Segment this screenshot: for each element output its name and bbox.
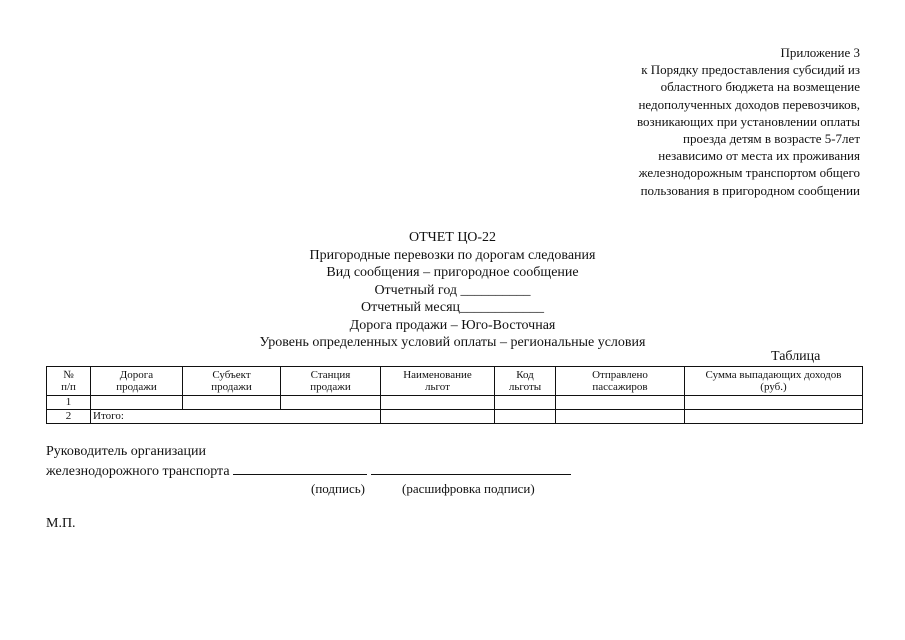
header-line: продажи bbox=[310, 381, 351, 393]
header-line: № bbox=[63, 368, 74, 381]
signature-block bbox=[46, 443, 571, 481]
table-cell bbox=[381, 396, 495, 410]
report-service-type: Вид сообщения – пригородное сообщение bbox=[326, 265, 579, 280]
report-header bbox=[0, 229, 905, 352]
appendix-line: Приложение 3 bbox=[780, 45, 860, 60]
header-line: Станция bbox=[310, 368, 351, 381]
header-passengers bbox=[556, 367, 685, 396]
appendix-line: пользования в пригородном сообщении bbox=[640, 182, 860, 198]
header-station bbox=[281, 367, 381, 396]
table-cell bbox=[495, 410, 556, 424]
appendix-line: проезда детям в возрасте 5-7лет bbox=[682, 131, 860, 147]
appendix-line: к Порядку предоставления субсидий из bbox=[641, 62, 860, 78]
report-subtitle: Пригородные перевозки по дорогам следования bbox=[309, 247, 596, 263]
row-number: 2 bbox=[47, 410, 91, 424]
appendix-line: независимо от места их проживания bbox=[658, 148, 860, 164]
header-line: п/п bbox=[61, 381, 76, 393]
header-lost-revenue bbox=[685, 367, 863, 396]
header-line: продажи bbox=[116, 381, 157, 393]
table-row bbox=[47, 396, 863, 410]
table-cell bbox=[495, 396, 556, 410]
table-cell bbox=[281, 396, 381, 410]
table-cell bbox=[685, 396, 863, 410]
table-cell bbox=[183, 396, 281, 410]
appendix-line: недополученных доходов перевозчиков, bbox=[638, 96, 860, 112]
header-benefit-code bbox=[495, 367, 556, 396]
report-road: Дорога продажи – Юго-Восточная bbox=[349, 317, 556, 333]
header-line: Субъект bbox=[212, 368, 251, 381]
table-cell bbox=[685, 410, 863, 424]
header-line: пассажиров bbox=[592, 381, 648, 393]
signature-title-line2 bbox=[46, 461, 571, 481]
table-row-total bbox=[47, 410, 863, 424]
signature-field[interactable] bbox=[233, 461, 367, 475]
header-line: льгот bbox=[425, 381, 450, 393]
appendix-line: железнодорожным транспортом общего bbox=[638, 165, 860, 181]
header-line: продажи bbox=[211, 381, 252, 393]
signature-decoding-caption: (расшифровка подписи) bbox=[402, 481, 535, 496]
table-cell bbox=[556, 396, 685, 410]
appendix-line: областного бюджета на возмещение bbox=[660, 79, 860, 95]
header-subject bbox=[183, 367, 281, 396]
stamp-place-label: М.П. bbox=[46, 516, 76, 531]
appendix-note bbox=[530, 44, 860, 199]
row-number: 1 bbox=[47, 396, 91, 410]
header-line: Наименование bbox=[403, 368, 472, 381]
signature-decoding-field[interactable] bbox=[371, 461, 571, 475]
report-level: Уровень определенных условий оплаты – региональные условия bbox=[259, 335, 646, 350]
table-label: Таблица bbox=[771, 349, 821, 364]
appendix-line: возникающих при установлении оплаты bbox=[636, 113, 860, 129]
header-line: льготы bbox=[508, 381, 542, 393]
report-month: Отчетный месяц____________ bbox=[360, 300, 545, 315]
report-year: Отчетный год __________ bbox=[374, 282, 531, 298]
report-table bbox=[46, 366, 863, 424]
header-line: Дорога bbox=[119, 368, 154, 381]
table-cell bbox=[381, 410, 495, 424]
header-line: Сумма выпадающих доходов bbox=[705, 368, 842, 381]
total-label: Итого: bbox=[91, 410, 381, 424]
signature-title-text: железнодорожного транспорта bbox=[46, 464, 230, 479]
table-cell bbox=[91, 396, 183, 410]
header-line: Код bbox=[516, 368, 534, 381]
header-line: (руб.) bbox=[760, 381, 787, 393]
signature-title-line1: Руководитель организации bbox=[46, 444, 206, 459]
signature-caption: (подпись) bbox=[311, 481, 365, 496]
header-benefit-name bbox=[381, 367, 495, 396]
table-cell bbox=[556, 410, 685, 424]
header-line: Отправлено bbox=[592, 368, 648, 381]
header-road bbox=[91, 367, 183, 396]
header-number bbox=[47, 367, 91, 396]
table-header-row bbox=[47, 367, 863, 396]
report-title: ОТЧЕТ ЦО-22 bbox=[408, 230, 497, 245]
